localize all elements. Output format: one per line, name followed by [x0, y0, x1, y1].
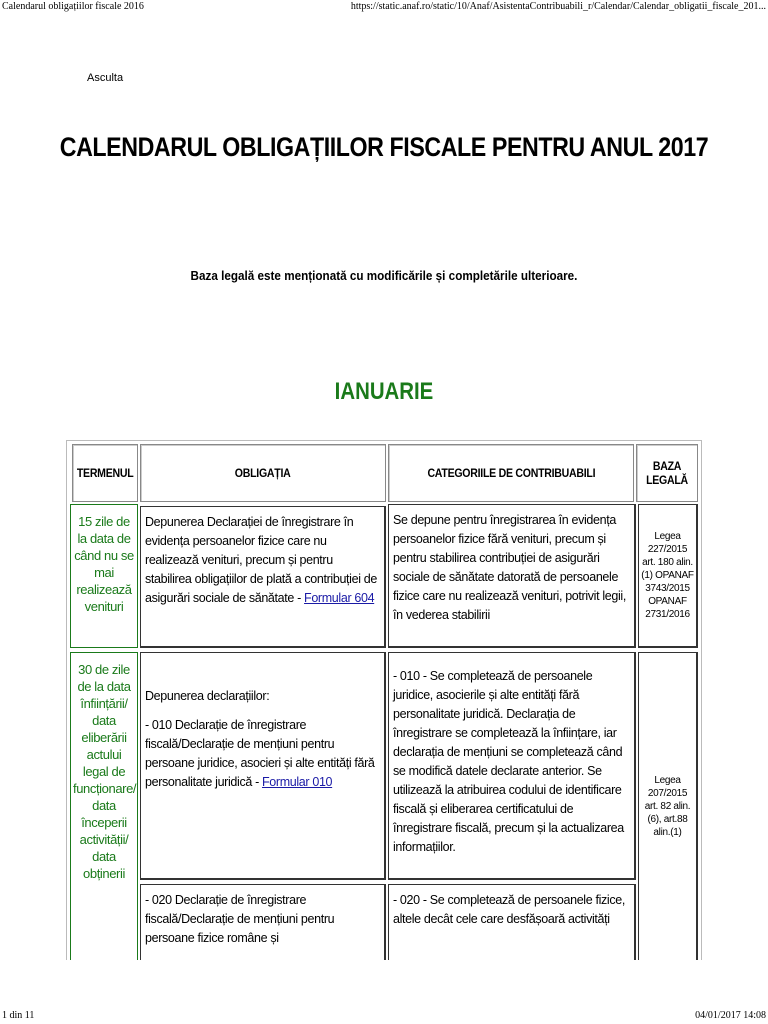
row2-term: 30 de zile de la data înființării/ data eliberării actului legal de funcționare/ data începerii activității/ data obținerii — [70, 652, 138, 960]
print-header-url: https://static.anaf.ro/static/10/Anaf/AsistentaContribuabili_r/Calendar/Calendar_obligatii_fiscale_201... — [350, 1, 766, 12]
header-categories: CATEGORIILE DE CONTRIBUABILI — [388, 444, 634, 502]
row1-categories: Se depune pentru înregistrarea în evidența persoanelor fizice fără venituri, precum și pentru stabilirea contribuției de asigurări sociale de sănătate datorată de persoanele fizice care nu realizează venituri, potrivit legii, în vederea stabilirii — [388, 504, 636, 648]
row2b-obligation: - 020 Declarație de înregistrare fiscală/Declarație de mențiuni pentru persoane fizice române și — [140, 884, 386, 960]
row2b-categories: - 020 - Se completează de persoanele fizice, altele decât cele care desfășoară activități — [388, 884, 636, 960]
header-obligation: OBLIGAȚIA — [140, 444, 386, 502]
row2-categories: - 010 - Se completează de persoanele juridice, asocierile și alte entități fără personalitate juridică. Declarația de înregistrare se completează la înființare, iar declarația de mențiuni se completează când se modifică datele declarate anterior. Se utilizează la atribuirea codului de identificare fiscală și eliberarea certificatului de înregistrare fiscală, precum și la actualizarea informațiilor. — [388, 652, 636, 880]
print-header-title: Calendarul obligațiilor fiscale 2016 — [2, 1, 144, 12]
month-heading: IANUARIE — [334, 378, 434, 405]
row1-obligation-text: Depunerea Declarației de înregistrare în evidența persoanelor fizice care nu realizează venituri, precum și pentru stabilirea obligațiilor de plată a contribuției de asigurări sociale de sănătate - — [145, 515, 377, 605]
row1-legal: Legea 227/2015 art. 180 alin. (1) OPANAF 3743/2015 OPANAF 2731/2016 — [638, 504, 698, 648]
row2-legal: Legea 207/2015 art. 82 alin.(6), art.88 alin.(1) — [638, 652, 698, 960]
page-title: CALENDARUL OBLIGAȚIILOR FISCALE PENTRU ANUL 2017 — [59, 132, 709, 162]
print-footer — [0, 1008, 768, 1024]
header-term: TERMENUL — [72, 444, 138, 502]
print-header — [0, 0, 768, 14]
legal-note: Baza legală este menționată cu modificările și completările ulterioare. — [190, 268, 578, 283]
print-timestamp: 04/01/2017 14:08 — [695, 1010, 766, 1021]
row1-term: 15 zile de la data de când nu se mai realizează venituri — [70, 504, 138, 648]
row2-obligation-text: - 010 Declarație de înregistrare fiscală/Declarație de mențiuni pentru persoane juridice, asocieri și alte entități fără personalitate juridică - — [145, 718, 375, 789]
row2-obligation-intro: Depunerea declarațiilor: — [145, 689, 270, 703]
formular-604-link[interactable]: Formular 604 — [304, 591, 375, 605]
page-counter: 1 din 11 — [2, 1010, 35, 1021]
obligations-table — [66, 440, 702, 960]
formular-010-link[interactable]: Formular 010 — [262, 775, 333, 789]
header-legal: BAZA LEGALĂ — [636, 444, 698, 502]
listen-link[interactable]: Asculta — [87, 72, 124, 84]
row2-obligation — [140, 652, 386, 880]
row1-obligation — [140, 506, 386, 648]
